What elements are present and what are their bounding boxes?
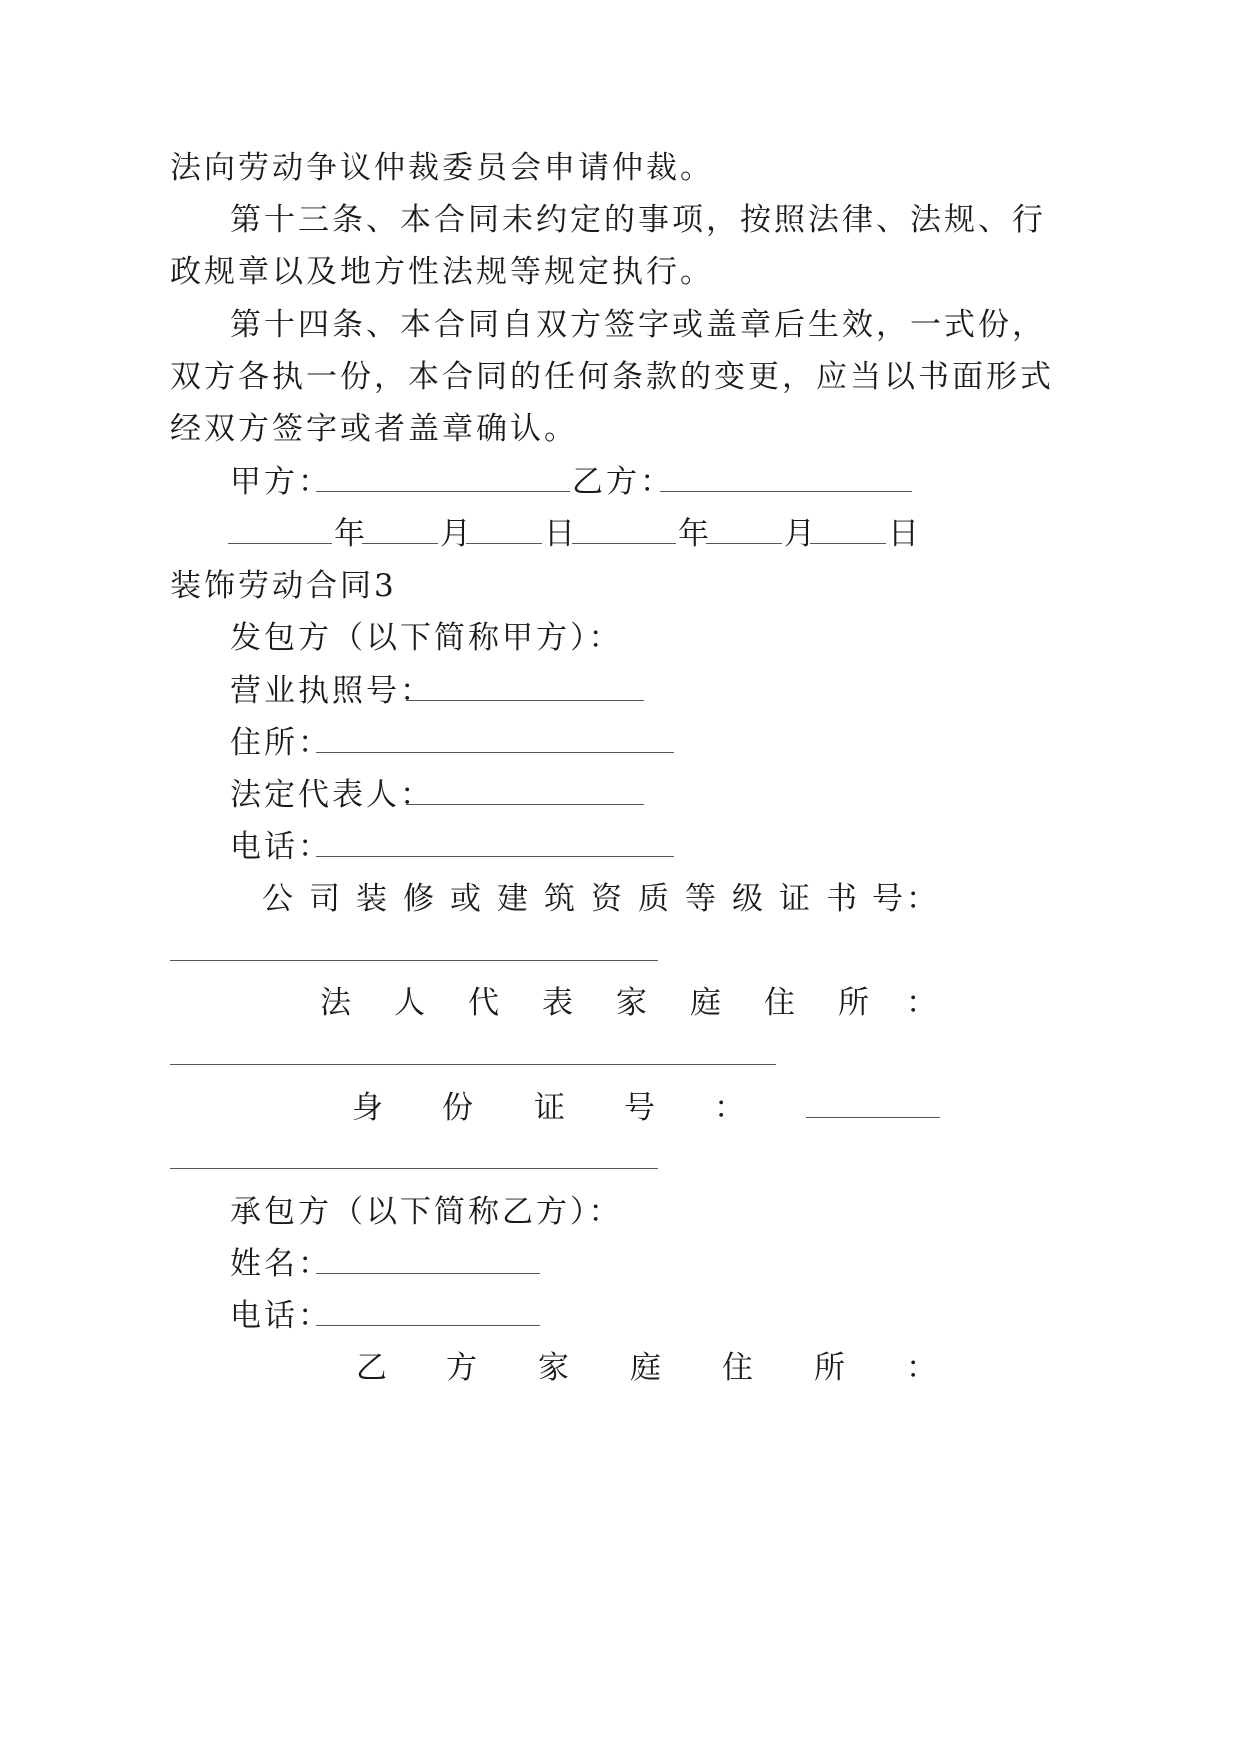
char: 住 bbox=[764, 985, 795, 1021]
char: 份 bbox=[442, 1090, 473, 1126]
address-label: 住所： bbox=[230, 725, 332, 761]
char: 质 bbox=[638, 881, 669, 917]
signature-party-a-label: 甲方： bbox=[230, 464, 332, 500]
name-label: 姓名： bbox=[230, 1246, 332, 1282]
char: ： bbox=[906, 1350, 937, 1386]
date-b-day-label: 日 bbox=[888, 516, 922, 552]
article-14-line-1: 第十四条、本合同自双方签字或盖章后生效，一式份， bbox=[230, 307, 1046, 343]
phone-b-label: 电话： bbox=[230, 1298, 332, 1334]
legal-rep-blank[interactable] bbox=[406, 804, 644, 805]
legal-rep-label: 法定代表人： bbox=[230, 777, 434, 813]
char: ： bbox=[906, 881, 937, 917]
id-number-blank-1[interactable] bbox=[806, 1117, 940, 1118]
char: 号 bbox=[624, 1090, 655, 1126]
phone-b-blank[interactable] bbox=[316, 1325, 540, 1326]
legal-rep-home-blank[interactable] bbox=[170, 1064, 776, 1065]
business-license-blank[interactable] bbox=[406, 700, 644, 701]
signature-party-b-label: 乙方： bbox=[572, 464, 674, 500]
char: 或 bbox=[450, 881, 481, 917]
char: 司 bbox=[309, 881, 340, 917]
date-a-year-blank[interactable] bbox=[228, 543, 332, 544]
char: 住 bbox=[722, 1350, 753, 1386]
char: 代 bbox=[468, 985, 499, 1021]
char: 公 bbox=[262, 881, 293, 917]
char: 庭 bbox=[690, 985, 721, 1021]
char: 级 bbox=[732, 881, 763, 917]
date-b-day-blank[interactable] bbox=[810, 543, 886, 544]
employer-heading: 发包方（以下简称甲方）： bbox=[230, 620, 623, 656]
id-number-blank-2[interactable] bbox=[170, 1168, 658, 1169]
business-license-label: 营业执照号： bbox=[230, 673, 434, 709]
article-13-line-2: 政规章以及地方性法规等规定执行。 bbox=[170, 254, 714, 290]
date-a-year-label: 年 bbox=[334, 516, 368, 552]
date-a-month-blank[interactable] bbox=[362, 543, 438, 544]
phone-a-label: 电话： bbox=[230, 829, 332, 865]
article-13-line-1: 第十三条、本合同未约定的事项，按照法律、法规、行 bbox=[230, 202, 1046, 238]
char: 庭 bbox=[630, 1350, 661, 1386]
char: 家 bbox=[616, 985, 647, 1021]
char: 人 bbox=[394, 985, 425, 1021]
char: 修 bbox=[403, 881, 434, 917]
phone-a-blank[interactable] bbox=[316, 856, 674, 857]
char: 表 bbox=[542, 985, 573, 1021]
date-b-year-blank[interactable] bbox=[572, 543, 676, 544]
char: 所 bbox=[814, 1350, 845, 1386]
article-14-line-2: 双方各执一份，本合同的任何条款的变更，应当以书面形式 bbox=[170, 359, 1054, 395]
signature-party-b-blank[interactable] bbox=[660, 491, 912, 492]
date-b-month-label: 月 bbox=[784, 516, 818, 552]
contractor-heading: 承包方（以下简称乙方）： bbox=[230, 1194, 623, 1230]
address-blank[interactable] bbox=[316, 752, 674, 753]
char: 方 bbox=[446, 1350, 477, 1386]
signature-party-a-blank[interactable] bbox=[316, 491, 570, 492]
char: 号 bbox=[872, 881, 903, 917]
char: 乙 bbox=[356, 1350, 387, 1386]
date-b-year-label: 年 bbox=[678, 516, 712, 552]
char: 装 bbox=[356, 881, 387, 917]
char: ： bbox=[714, 1090, 745, 1126]
contract-title: 装饰劳动合同3 bbox=[170, 568, 397, 604]
char: ： bbox=[906, 985, 937, 1021]
date-a-month-label: 月 bbox=[440, 516, 474, 552]
char: 证 bbox=[534, 1090, 565, 1126]
char: 等 bbox=[685, 881, 716, 917]
date-a-day-blank[interactable] bbox=[466, 543, 542, 544]
char: 所 bbox=[838, 985, 869, 1021]
char: 法 bbox=[320, 985, 351, 1021]
article-14-line-3: 经双方签字或者盖章确认。 bbox=[170, 411, 578, 447]
qualification-cert-blank[interactable] bbox=[170, 960, 658, 961]
paragraph-continuation: 法向劳动争议仲裁委员会申请仲裁。 bbox=[170, 150, 714, 186]
char: 书 bbox=[826, 881, 857, 917]
char: 身 bbox=[352, 1090, 383, 1126]
char: 筑 bbox=[544, 881, 575, 917]
char: 建 bbox=[497, 881, 528, 917]
name-blank[interactable] bbox=[316, 1273, 540, 1274]
char: 资 bbox=[591, 881, 622, 917]
date-a-day-label: 日 bbox=[544, 516, 578, 552]
char: 证 bbox=[779, 881, 810, 917]
char: 家 bbox=[538, 1350, 569, 1386]
date-b-month-blank[interactable] bbox=[706, 543, 782, 544]
